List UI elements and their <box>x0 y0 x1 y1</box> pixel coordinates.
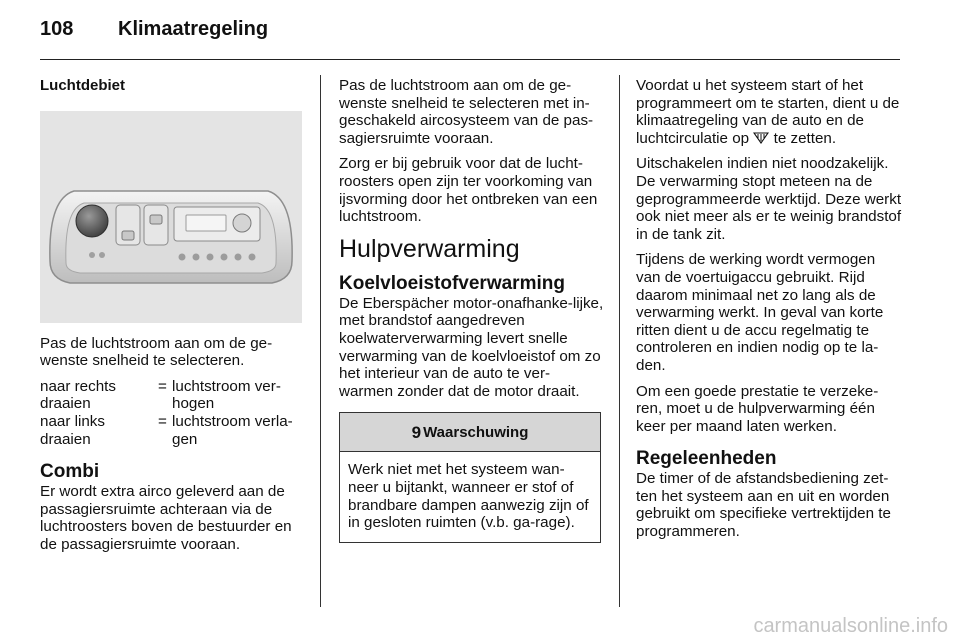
paragraph-text: Voordat u het systeem start of het programmeert om te starten, dient u de klimaatregeling van de auto en de luchtcirculatie op <box>636 77 900 147</box>
column-1 <box>40 77 305 562</box>
section-heading-koelvloeistofverwarming: Koelvloeistofverwarming <box>339 272 565 294</box>
control-panel-drawing <box>40 111 302 323</box>
definition-description: luchtstroom verla-gen <box>172 412 293 448</box>
definition-separator: = <box>158 377 167 395</box>
watermark: carmanualsonline.info <box>753 615 948 637</box>
paragraph-text: te zetten. <box>773 129 837 147</box>
warning-title: Waarschuwing <box>423 423 529 441</box>
section-heading-luchtdebiet: Luchtdebiet <box>40 77 125 94</box>
definition-term: naar rechts draaien <box>40 377 116 413</box>
column-2 <box>339 77 604 543</box>
chapter-heading-hulpverwarming: Hulpverwarming <box>339 234 520 263</box>
section-heading-combi: Combi <box>40 461 100 483</box>
paragraph: De timer of de afstandsbediening zet-ten het systeem aan en uit en worden gebruikt om specifieke vertrektijden te programmeren. <box>636 470 891 541</box>
warning-text: Werk niet met het systeem wan-neer u bijtankt, wanneer er stof of brandbare dampen aanwezig zijn of in gesloten ruimten (v.b. ga-rage). <box>348 461 589 532</box>
definition-table <box>40 378 305 448</box>
paragraph: Om een goede prestatie te verzeke-ren, moet u de hulpverwarming één keer per maand laten werken. <box>636 382 879 435</box>
definition-separator: = <box>158 412 167 430</box>
warning-number-icon: 9 <box>411 422 422 442</box>
paragraph: Pas de luchtstroom aan om de ge-wenste snelheid te selecteren met in-geschakeld aircosysteem van de pas-sagiersruimte vooraan. <box>339 77 594 147</box>
paragraph: Tijdens de werking wordt vermogen van de voertuigaccu gebruikt. Rijd daarom minimaal net zo lang als de verwarming werkt. In geval van korte ritten dient u de accu regelmatig te controleren en indien nodig op te la-den. <box>636 251 884 374</box>
paragraph: Uitschakelen indien niet noodzakelijk. De verwarming stopt meteen na de geprogrammeerde werktijd. Deze werkt ook niet meer als er te weinig brandstof in de tank zit. <box>636 155 902 243</box>
warning-box <box>339 412 601 542</box>
definition-term: naar links draaien <box>40 412 105 448</box>
dashboard-control-illustration <box>40 111 302 323</box>
page-number: 108 <box>40 18 74 40</box>
paragraph <box>636 77 902 147</box>
section-heading-regeleenheden: Regeleenheden <box>636 448 777 470</box>
paragraph: Er wordt extra airco geleverd aan de passagiersruimte achteraan via de luchtroosters boven de bestuurder en de passagiersruimte vooraan. <box>40 483 292 553</box>
column-divider-1 <box>320 75 321 607</box>
paragraph: De Eberspächer motor-onafhanke-lijke, met brandstof aangedreven koelwaterverwarming levert snelle verwarming van de koelvloeistof om zo het interieur van de auto te ver-warmen zonder dat de motor draait. <box>339 294 604 400</box>
definition-description: luchtstroom ver-hogen <box>172 377 281 413</box>
header-divider <box>40 59 900 60</box>
page-title: Klimaatregeling <box>118 18 269 40</box>
paragraph: Zorg er bij gebruik voor dat de lucht-roosters open zijn ter voorkoming van ijsvorming door het ontbreken van een luchtstroom. <box>339 155 598 226</box>
paragraph: Pas de luchtstroom aan om de ge-wenste snelheid te selecteren. <box>40 334 273 370</box>
fan-heat-icon <box>753 131 769 145</box>
column-3 <box>636 77 902 549</box>
column-divider-2 <box>619 75 620 607</box>
warning-header <box>340 413 600 452</box>
